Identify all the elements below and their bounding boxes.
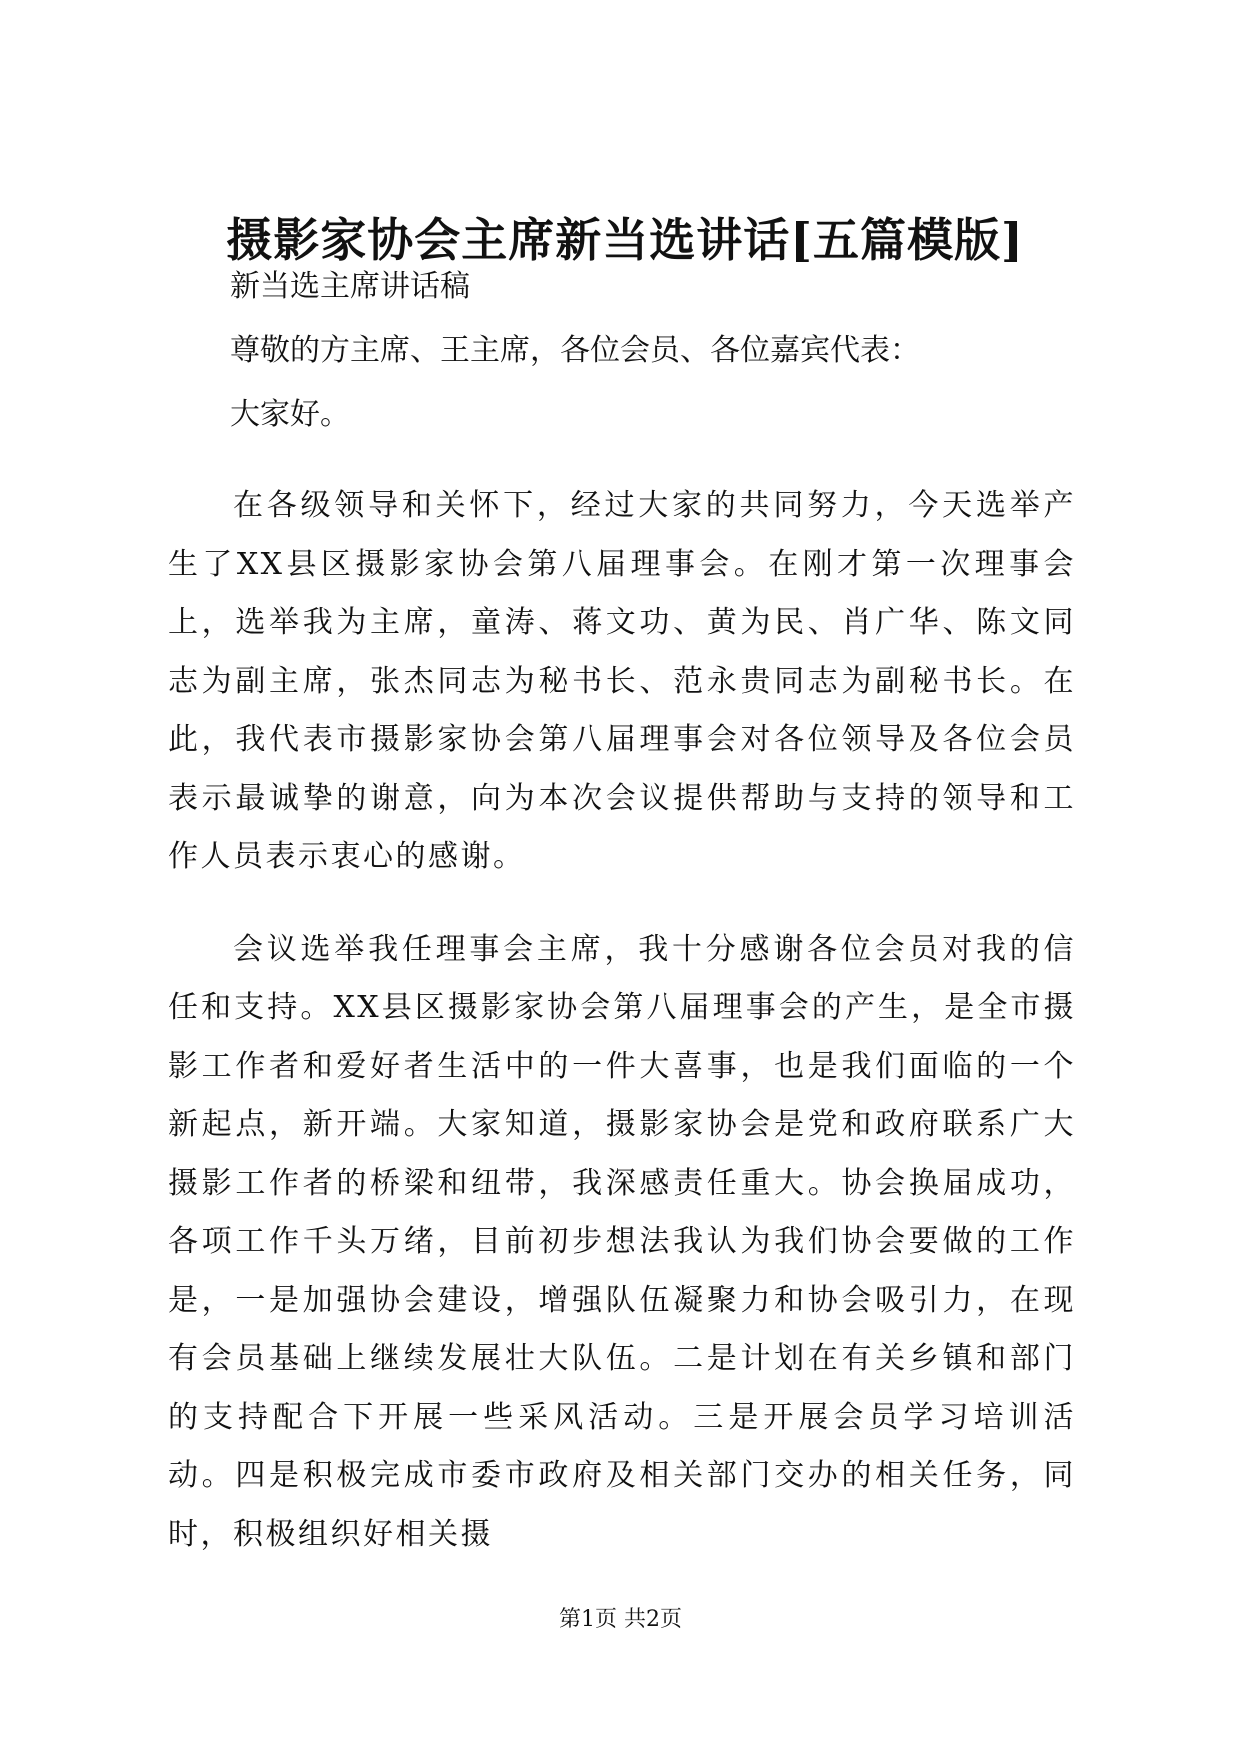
document-body: [168, 477, 1076, 1564]
salutation: 尊敬的方主席、王主席，各位会员、各位嘉宾代表：: [230, 333, 920, 368]
document-subtitle: 新当选主席讲话稿: [230, 269, 470, 304]
body-paragraph: 会议选举我任理事会主席，我十分感谢各位会员对我的信任和支持。XX县区摄影家协会第八届理事会的产生，是全市摄影工作者和爱好者生活中的一件大喜事，也是我们面临的一个新起点，新开端。大家知道，摄影家协会是党和政府联系广大摄影工作者的桥梁和纽带，我深感责任重大。协会换届成功，各项工作千头万绪，目前初步想法我认为我们协会要做的工作是，一是加强协会建设，增强队伍凝聚力和协会吸引力，在现有会员基础上继续发展壮大队伍。二是计划在有关乡镇和部门的支持配合下开展一些采风活动。三是开展会员学习培训活动。四是积极完成市委市政府及相关部门交办的相关任务，同时，积极组织好相关摄: [168, 931, 1076, 1552]
page-number: 第1页 共2页: [559, 1607, 682, 1632]
body-paragraph: 在各级领导和关怀下，经过大家的共同努力，今天选举产生了XX县区摄影家协会第八届理事会。在刚才第一次理事会上，选举我为主席，童涛、蒋文功、黄为民、肖广华、陈文同志为副主席，张杰同志为秘书长、范永贵同志为副秘书长。在此，我代表市摄影家协会第八届理事会对各位领导及各位会员表示最诚挚的谢意，向为本次会议提供帮助与支持的领导和工作人员表示衷心的感谢。: [168, 488, 1076, 874]
greeting: 大家好。: [230, 397, 350, 432]
document-title: 摄影家协会主席新当选讲话[五篇模版]: [226, 213, 1024, 267]
